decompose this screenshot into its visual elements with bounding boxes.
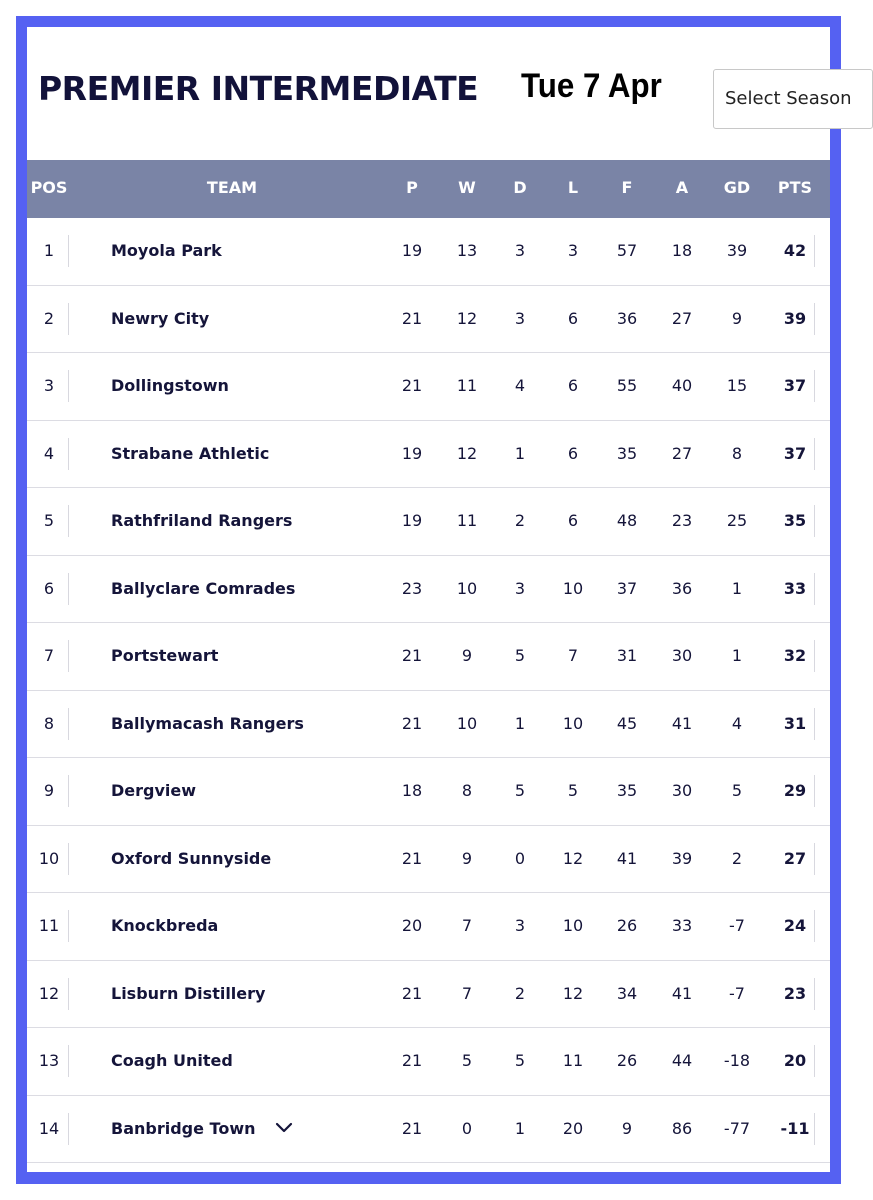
cell-goals-for: 31 [616,646,638,665]
cell-goals-against: 44 [671,1051,693,1070]
column-divider [814,640,815,672]
cell-drawn: 1 [514,713,526,733]
cell-goal-difference: 15 [726,376,748,395]
cell-points: 31 [783,713,807,733]
cell-points: 29 [783,781,807,800]
column-divider [68,775,69,807]
cell-played: 18 [401,781,423,800]
cell-pos: 13 [38,1051,60,1070]
cell-played: 21 [401,646,423,665]
column-divider [814,303,815,335]
cell-won: 8 [461,781,473,800]
cell-goals-for: 57 [616,241,638,260]
cell-team-name[interactable]: Banbridge Town [111,1118,256,1138]
cell-won: 0 [461,1118,473,1138]
cell-played: 20 [401,916,423,935]
cell-drawn: 5 [514,1051,526,1070]
cell-drawn: 4 [514,376,526,395]
cell-points: -11 [780,1118,810,1138]
column-divider [814,910,815,942]
cell-lost: 12 [562,983,584,1003]
cell-goals-against: 40 [671,376,693,395]
cell-goal-difference: 39 [726,241,748,260]
col-header-d: D [513,178,527,197]
cell-goals-against: 27 [671,308,693,328]
cell-drawn: 3 [514,241,526,260]
cell-won: 11 [456,511,478,530]
cell-points: 42 [783,241,807,260]
cell-goal-difference: 4 [731,713,743,733]
cell-played: 19 [401,241,423,260]
table-body [27,218,830,1163]
cell-pos: 5 [43,511,55,530]
table-row[interactable] [27,826,830,894]
column-divider [814,843,815,875]
cell-goals-against: 86 [671,1118,693,1138]
cell-pos: 4 [43,443,55,463]
cell-team-name[interactable]: Dergview [111,781,197,800]
cell-goals-for: 9 [621,1118,633,1138]
cell-team-name[interactable]: Newry City [111,308,210,328]
cell-team-name[interactable]: Dollingstown [111,376,229,395]
table-row[interactable] [27,488,830,556]
table-header [27,160,830,218]
column-divider [68,708,69,740]
column-divider [814,1113,815,1145]
cell-won: 12 [456,308,478,328]
table-row[interactable] [27,1028,830,1096]
cell-played: 19 [401,443,423,463]
cell-drawn: 2 [514,511,526,530]
column-divider [68,640,69,672]
cell-lost: 20 [562,1118,584,1138]
cell-drawn: 5 [514,781,526,800]
column-divider [814,505,815,537]
cell-pos: 10 [38,848,60,868]
cell-points: 24 [783,916,807,935]
cell-goal-difference: -18 [723,1051,751,1070]
cell-won: 10 [456,578,478,598]
cell-goals-for: 48 [616,511,638,530]
cell-won: 11 [456,376,478,395]
cell-goal-difference: 2 [731,848,743,868]
cell-played: 21 [401,308,423,328]
col-header-pos: POS [30,178,68,197]
table-row[interactable] [27,286,830,354]
cell-team-name[interactable]: Oxford Sunnyside [111,848,272,868]
col-header-gd: GD [723,178,751,197]
cell-team-name[interactable]: Lisburn Distillery [111,983,266,1003]
cell-goal-difference: -7 [729,916,745,935]
cell-points: 39 [783,308,807,328]
cell-goal-difference: 9 [731,308,743,328]
cell-pos: 1 [43,241,55,260]
table-row[interactable] [27,893,830,961]
cell-played: 21 [401,713,423,733]
cell-goals-for: 35 [616,443,638,463]
cell-drawn: 0 [514,848,526,868]
cell-won: 9 [461,848,473,868]
cell-goal-difference: -77 [723,1118,751,1138]
cell-pos: 7 [43,646,55,665]
col-header-p: P [406,178,418,197]
cell-goals-for: 37 [616,578,638,598]
cell-goals-for: 26 [616,1051,638,1070]
col-header-a: A [675,178,689,197]
col-header-f: F [621,178,633,197]
cell-goals-for: 34 [616,983,638,1003]
col-header-w: W [458,178,476,197]
cell-points: 37 [783,443,807,463]
cell-goals-against: 41 [671,983,693,1003]
column-divider [814,370,815,402]
cell-points: 35 [783,511,807,530]
cell-drawn: 2 [514,983,526,1003]
table-row[interactable] [27,691,830,759]
cell-won: 9 [461,646,473,665]
cell-won: 10 [456,713,478,733]
cell-team-name[interactable]: Rathfriland Rangers [111,511,293,530]
table-row[interactable] [27,961,830,1029]
cell-team-name[interactable]: Moyola Park [111,241,222,260]
cell-goals-against: 39 [671,848,693,868]
cell-goal-difference: 1 [731,578,743,598]
cell-drawn: 1 [514,443,526,463]
col-header-l: L [567,178,579,197]
cell-won: 7 [461,983,473,1003]
cell-points: 23 [783,983,807,1003]
column-divider [68,1045,69,1077]
cell-team-name[interactable]: Portstewart [111,646,219,665]
cell-goals-for: 36 [616,308,638,328]
table-row[interactable] [27,353,830,421]
cell-pos: 9 [43,781,55,800]
cell-goal-difference: 25 [726,511,748,530]
cell-drawn: 3 [514,578,526,598]
cell-played: 19 [401,511,423,530]
cell-team-name[interactable]: Knockbreda [111,916,219,935]
season-select[interactable]: Select Season [713,69,873,129]
standings-table [27,160,830,1163]
cell-lost: 11 [562,1051,584,1070]
cell-goals-for: 35 [616,781,638,800]
table-row[interactable] [27,421,830,489]
cell-goals-against: 30 [671,646,693,665]
cell-played: 21 [401,376,423,395]
cell-points: 33 [783,578,807,598]
cell-goals-against: 30 [671,781,693,800]
cell-goal-difference: 5 [731,781,743,800]
cell-team-name[interactable]: Coagh United [111,1051,233,1070]
cell-goals-for: 41 [616,848,638,868]
cell-played: 21 [401,1051,423,1070]
cell-goal-difference: 8 [731,443,743,463]
chevron-down-icon[interactable] [273,1116,295,1138]
cell-goals-for: 45 [616,713,638,733]
league-table-panel [27,27,852,1172]
cell-lost: 12 [562,848,584,868]
cell-goal-difference: 1 [731,646,743,665]
column-divider [68,235,69,267]
cell-lost: 3 [567,241,579,260]
cell-goals-for: 55 [616,376,638,395]
cell-goals-against: 27 [671,443,693,463]
column-divider [814,235,815,267]
cell-played: 23 [401,578,423,598]
cell-team-name[interactable]: Ballymacash Rangers [111,713,304,733]
cell-won: 7 [461,916,473,935]
league-title: PREMIER INTERMEDIATE [38,69,479,108]
cell-points: 27 [783,848,807,868]
cell-drawn: 5 [514,646,526,665]
cell-lost: 5 [567,781,579,800]
column-divider [814,978,815,1010]
table-row[interactable] [27,758,830,826]
column-divider [68,978,69,1010]
cell-points: 20 [783,1051,807,1070]
cell-pos: 8 [43,713,55,733]
column-divider [68,910,69,942]
column-divider [68,370,69,402]
cell-lost: 10 [562,916,584,935]
cell-goals-against: 33 [671,916,693,935]
cell-drawn: 3 [514,916,526,935]
cell-lost: 6 [567,511,579,530]
column-divider [68,573,69,605]
cell-pos: 14 [38,1118,60,1138]
cell-goals-against: 36 [671,578,693,598]
cell-pos: 2 [43,308,55,328]
cell-lost: 6 [567,308,579,328]
column-divider [814,438,815,470]
date-label: Tue 7 Apr [521,67,662,105]
cell-lost: 10 [562,713,584,733]
cell-won: 13 [456,241,478,260]
column-divider [68,505,69,537]
table-row[interactable] [27,623,830,691]
column-divider [814,708,815,740]
column-divider [814,573,815,605]
cell-won: 12 [456,443,478,463]
cell-won: 5 [461,1051,473,1070]
table-row[interactable] [27,218,830,286]
cell-goals-against: 41 [671,713,693,733]
cell-drawn: 3 [514,308,526,328]
cell-lost: 7 [567,646,579,665]
cell-pos: 12 [38,983,60,1003]
column-divider [68,843,69,875]
cell-played: 21 [401,983,423,1003]
cell-team-name[interactable]: Ballyclare Comrades [111,578,296,598]
cell-goal-difference: -7 [729,983,745,1003]
cell-played: 21 [401,1118,423,1138]
cell-lost: 6 [567,443,579,463]
cell-played: 21 [401,848,423,868]
cell-pos: 6 [43,578,55,598]
column-divider [68,303,69,335]
cell-lost: 10 [562,578,584,598]
cell-goals-for: 26 [616,916,638,935]
table-row[interactable] [27,556,830,624]
cell-points: 32 [783,646,807,665]
column-divider [68,438,69,470]
column-divider [814,775,815,807]
cell-lost: 6 [567,376,579,395]
col-header-team: TEAM [206,178,258,197]
cell-team-name[interactable]: Strabane Athletic [111,443,270,463]
table-row[interactable] [27,1096,830,1164]
cell-drawn: 1 [514,1118,526,1138]
cell-goals-against: 18 [671,241,693,260]
cell-pos: 11 [38,916,60,935]
cell-goals-against: 23 [671,511,693,530]
column-divider [68,1113,69,1145]
cell-pos: 3 [43,376,55,395]
col-header-pts: PTS [777,178,813,197]
cell-points: 37 [783,376,807,395]
column-divider [814,1045,815,1077]
